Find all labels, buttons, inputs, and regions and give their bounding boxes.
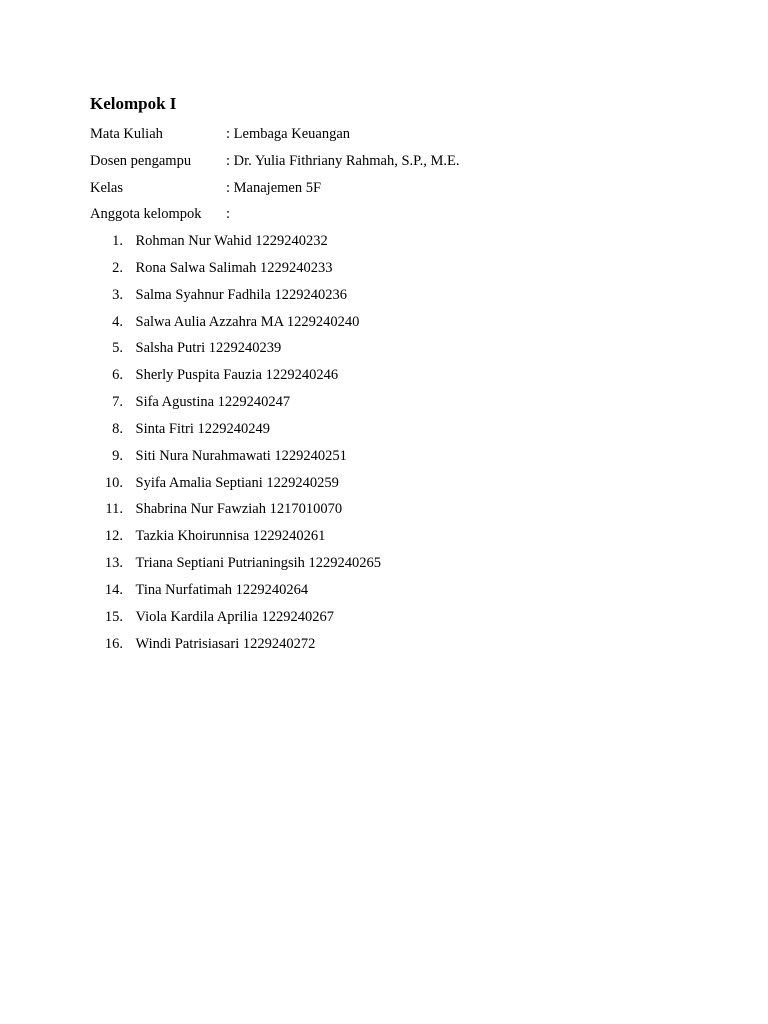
list-item	[90, 473, 690, 500]
info-value: : Manajemen 5F	[226, 179, 322, 196]
member-list	[90, 231, 690, 661]
list-number: 16.	[104, 635, 123, 652]
list-number: 10.	[104, 474, 123, 491]
list-number: 11.	[105, 501, 123, 518]
info-row-class	[90, 178, 690, 205]
member-name: Tina Nurfatimah 1229240264	[135, 581, 309, 598]
member-name: Windi Patrisiasari 1229240272	[135, 635, 316, 652]
list-item	[90, 365, 690, 392]
info-label: Mata Kuliah	[90, 126, 163, 142]
list-number: 4.	[112, 313, 123, 330]
list-number: 14.	[104, 581, 123, 598]
list-number: 6.	[112, 367, 123, 384]
member-name: Tazkia Khoirunnisa 1229240261	[135, 528, 326, 545]
info-value: :	[226, 206, 231, 223]
list-item	[90, 580, 690, 607]
list-number: 5.	[112, 340, 123, 357]
list-item	[90, 446, 690, 473]
info-label: Kelas	[90, 179, 124, 196]
list-number: 2.	[112, 259, 123, 276]
document-title: Kelompok I	[90, 94, 177, 113]
list-item	[90, 526, 690, 553]
list-number: 8.	[112, 420, 123, 437]
member-name: Salsha Putri 1229240239	[135, 340, 282, 357]
member-name: Shabrina Nur Fawziah 1217010070	[135, 501, 343, 518]
list-item	[90, 258, 690, 285]
list-item	[90, 285, 690, 312]
info-row-members	[90, 204, 690, 231]
list-item	[90, 338, 690, 365]
info-row-lecturer	[90, 151, 690, 178]
list-item	[90, 231, 690, 258]
info-value: : Dr. Yulia Fithriany Rahmah, S.P., M.E.	[226, 152, 460, 169]
list-number: 3.	[112, 286, 123, 303]
list-number: 9.	[112, 447, 123, 464]
list-item	[90, 634, 690, 661]
list-number: 13.	[104, 555, 123, 572]
course-info	[90, 124, 690, 231]
list-item	[90, 419, 690, 446]
info-label: Anggota kelompok	[90, 206, 202, 223]
member-name: Viola Kardila Aprilia 1229240267	[135, 608, 334, 625]
member-name: Siti Nura Nurahmawati 1229240251	[135, 447, 347, 464]
member-name: Sinta Fitri 1229240249	[135, 420, 271, 437]
member-name: Rona Salwa Salimah 1229240233	[135, 259, 333, 276]
list-number: 1.	[112, 233, 123, 249]
member-name: Sherly Puspita Fauzia 1229240246	[135, 367, 339, 384]
member-name: Salma Syahnur Fadhila 1229240236	[135, 286, 347, 303]
list-item	[90, 499, 690, 526]
list-number: 15.	[104, 608, 123, 625]
member-name: Syifa Amalia Septiani 1229240259	[135, 474, 339, 491]
list-number: 12.	[104, 528, 123, 545]
list-item	[90, 607, 690, 634]
member-name: Salwa Aulia Azzahra MA 1229240240	[135, 313, 360, 330]
member-name: Rohman Nur Wahid 1229240232	[135, 233, 328, 249]
info-label: Dosen pengampu	[90, 152, 192, 169]
member-name: Triana Septiani Putrianingsih 1229240265	[135, 555, 382, 572]
list-item	[90, 312, 690, 339]
list-item	[90, 553, 690, 580]
member-name: Sifa Agustina 1229240247	[135, 394, 291, 411]
info-value: : Lembaga Keuangan	[226, 126, 351, 142]
list-number: 7.	[112, 394, 123, 411]
list-item	[90, 392, 690, 419]
info-row-course	[90, 124, 690, 151]
